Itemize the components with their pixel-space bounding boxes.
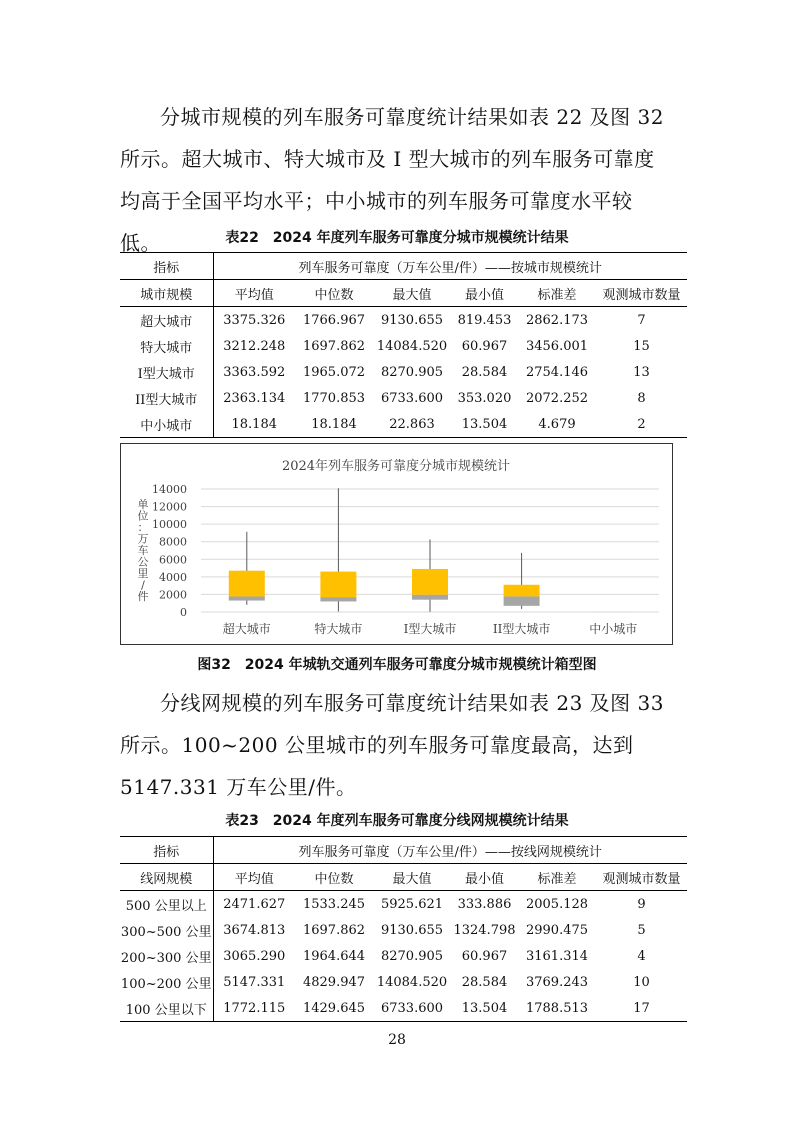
table-cell: 200~300 公里 xyxy=(120,943,213,969)
box-upper-quartile xyxy=(229,571,265,597)
table-cell: 4829.947 xyxy=(302,974,366,990)
y-axis-label-char: 公 xyxy=(137,555,149,569)
table-cell: 14084.520 xyxy=(376,338,448,354)
table-cell: 10 xyxy=(633,974,650,990)
x-category-label: 中小城市 xyxy=(589,622,638,636)
table-cell: 1788.513 xyxy=(518,995,596,1022)
boxplot-svg xyxy=(121,444,672,644)
table-cell: 3375.326 xyxy=(223,312,286,328)
table-cell: 5 xyxy=(637,922,646,938)
table-cell: 3212.248 xyxy=(223,338,286,354)
box-lower-quartile xyxy=(229,596,265,600)
table-cell: 3065.290 xyxy=(223,948,286,964)
y-tick-label: 6000 xyxy=(159,553,187,567)
table23 xyxy=(120,836,687,1022)
table-cell: 超大城市 xyxy=(120,307,213,334)
table-cell: 1964.644 xyxy=(302,948,366,964)
table23-col-header: 最小值 xyxy=(451,864,518,891)
chart-title: 2024年列车服务可靠度分城市规模统计 xyxy=(281,459,511,474)
table23-col-header: 最大值 xyxy=(373,864,451,891)
y-tick-label: 2000 xyxy=(159,588,187,602)
box-upper-quartile xyxy=(320,572,356,597)
y-axis-label-char: 件 xyxy=(137,590,149,603)
table-cell: 4.679 xyxy=(518,411,596,438)
table-cell: 100 公里以下 xyxy=(120,995,213,1022)
box-lower-quartile xyxy=(412,595,448,600)
table-cell: 3161.314 xyxy=(525,948,589,964)
table-row xyxy=(120,969,687,995)
table-row xyxy=(120,891,687,918)
paragraph-1-text: 分城市规模的列车服务可靠度统计结果如表 22 及图 32 所示。超大城市、特大城市及 I 型大城市的列车服务可靠度均高于全国平均水平；中小城市的列车服务可靠度水平较低。 xyxy=(120,105,664,255)
table-cell: 353.020 xyxy=(457,390,512,406)
box-upper-quartile xyxy=(412,569,448,595)
table-row xyxy=(120,917,687,943)
table-row xyxy=(120,385,687,411)
table22-caption: 表22 2024 年度列车服务可靠度分城市规模统计结果 xyxy=(225,230,569,246)
table-cell: 18.184 xyxy=(295,411,373,438)
table-cell: 4 xyxy=(637,948,646,964)
y-tick-label: 0 xyxy=(180,606,187,619)
table22-span-header: 列车服务可靠度（万车公里/件）——按城市规模统计 xyxy=(213,253,687,280)
table-cell: 1697.862 xyxy=(302,338,366,354)
table23-caption: 表23 2024 年度列车服务可靠度分线网规模统计结果 xyxy=(225,813,569,829)
table-cell: 2005.128 xyxy=(525,896,589,912)
table-cell: 7 xyxy=(637,312,646,328)
table-cell: 3674.813 xyxy=(223,922,286,938)
table-cell: 8 xyxy=(637,390,646,406)
y-axis-label-char: 位 xyxy=(137,509,149,523)
table-cell: 1533.245 xyxy=(302,896,366,912)
table-cell: 15 xyxy=(633,338,650,354)
table-cell: 9130.655 xyxy=(380,312,444,328)
y-tick-label: 4000 xyxy=(159,570,187,584)
table-cell: I型大城市 xyxy=(120,359,213,385)
table23-col-header: 标准差 xyxy=(518,864,596,891)
table-cell: 5147.331 xyxy=(223,974,286,990)
table-row xyxy=(120,307,687,334)
table22-row-label-header: 指标 xyxy=(120,253,213,280)
y-tick-label: 12000 xyxy=(152,500,187,514)
y-tick-label: 14000 xyxy=(152,483,187,496)
table-cell: 5925.621 xyxy=(380,896,444,912)
table-cell: 2072.252 xyxy=(525,390,589,406)
table23-col-header: 观测城市数量 xyxy=(596,864,687,891)
table-cell: 500 公里以上 xyxy=(120,891,213,918)
x-category-label: II型大城市 xyxy=(492,622,551,636)
table-cell: 2862.173 xyxy=(525,312,589,328)
table22-col-header: 标准差 xyxy=(518,280,596,307)
table22-col-header: 观测城市数量 xyxy=(596,280,687,307)
table-cell: 特大城市 xyxy=(120,333,213,359)
table22-col-header: 最小值 xyxy=(451,280,518,307)
table-cell: 1697.862 xyxy=(302,922,366,938)
table-cell: 1770.853 xyxy=(302,390,366,406)
table23-span-header: 列车服务可靠度（万车公里/件）——按线网规模统计 xyxy=(213,837,687,864)
table-cell: 1772.115 xyxy=(213,995,295,1022)
table-row xyxy=(120,359,687,385)
table-cell: 333.886 xyxy=(457,896,512,912)
table-cell: 17 xyxy=(596,995,687,1022)
y-axis-label-char: 单 xyxy=(137,498,149,511)
table23-header-row-1 xyxy=(120,837,687,864)
table-cell: 60.967 xyxy=(461,948,508,964)
table-cell: 28.584 xyxy=(461,364,508,380)
paragraph-2 xyxy=(120,682,672,808)
table-cell: 2990.475 xyxy=(525,922,589,938)
table-cell: 1965.072 xyxy=(302,364,366,380)
paragraph-2-text: 分线网规模的列车服务可靠度统计结果如表 23 及图 33 所示。100~200 公里城市的列车服务可靠度最高，达到 5147.331 万车公里/件。 xyxy=(120,691,664,799)
table23-col-header: 线网规模 xyxy=(120,864,213,891)
y-axis-label-char: / xyxy=(141,578,145,592)
y-axis-label-char: 车 xyxy=(137,544,149,557)
box-lower-quartile xyxy=(504,596,540,605)
table-cell: 1429.645 xyxy=(295,995,373,1022)
table-cell: 3769.243 xyxy=(525,974,589,990)
table-cell: 6733.600 xyxy=(373,995,451,1022)
table23-col-header: 中位数 xyxy=(295,864,373,891)
table22-col-header: 最大值 xyxy=(373,280,451,307)
table-cell: 22.863 xyxy=(373,411,451,438)
table-cell: II型大城市 xyxy=(120,385,213,411)
table-cell: 18.184 xyxy=(213,411,295,438)
y-axis-label-char: ： xyxy=(137,521,149,534)
table-cell: 2754.146 xyxy=(525,364,589,380)
table-cell: 中小城市 xyxy=(120,411,213,438)
table22 xyxy=(120,252,687,438)
table-cell: 9 xyxy=(637,896,646,912)
table-cell: 1324.798 xyxy=(453,922,516,938)
x-category-label: 超大城市 xyxy=(222,622,271,636)
table23-row-label-header: 指标 xyxy=(120,837,213,864)
table-cell: 8270.905 xyxy=(380,364,444,380)
y-axis-label-char: 里 xyxy=(137,567,149,580)
table-cell: 14084.520 xyxy=(376,974,448,990)
table-cell: 819.453 xyxy=(457,312,512,328)
figure32-chart xyxy=(120,443,673,645)
table23-col-header: 平均值 xyxy=(213,864,295,891)
table-cell: 300~500 公里 xyxy=(120,917,213,943)
box-lower-quartile xyxy=(320,597,356,601)
table-cell: 9130.655 xyxy=(380,922,444,938)
table22-col-header: 平均值 xyxy=(213,280,295,307)
table-row xyxy=(120,411,687,438)
table-cell: 1766.967 xyxy=(302,312,366,328)
table-cell: 8270.905 xyxy=(380,948,444,964)
table-cell: 13 xyxy=(633,364,650,380)
table-row xyxy=(120,995,687,1022)
table-cell: 6733.600 xyxy=(380,390,444,406)
table-cell: 13.504 xyxy=(451,995,518,1022)
table-row xyxy=(120,943,687,969)
y-axis-label-char: 万 xyxy=(137,532,149,546)
table-row xyxy=(120,333,687,359)
x-category-label: I型大城市 xyxy=(403,622,457,636)
table-cell: 28.584 xyxy=(461,974,508,990)
table22-header-row-1 xyxy=(120,253,687,280)
table-cell: 2 xyxy=(596,411,687,438)
table-cell: 2471.627 xyxy=(223,896,286,912)
table-cell: 60.967 xyxy=(461,338,508,354)
table-cell: 13.504 xyxy=(451,411,518,438)
table-cell: 100~200 公里 xyxy=(120,969,213,995)
table23-header-row-2 xyxy=(120,864,687,891)
table-cell: 3363.592 xyxy=(223,364,286,380)
table-cell: 2363.134 xyxy=(223,390,286,406)
table22-col-header: 城市规模 xyxy=(120,280,213,307)
x-category-label: 特大城市 xyxy=(314,622,363,636)
y-tick-label: 8000 xyxy=(159,535,187,549)
y-tick-label: 10000 xyxy=(152,518,187,532)
page-number: 28 xyxy=(388,1032,406,1048)
table22-header-row-2 xyxy=(120,280,687,307)
table-cell: 3456.001 xyxy=(525,338,589,354)
box-upper-quartile xyxy=(504,585,540,597)
table22-col-header: 中位数 xyxy=(295,280,373,307)
figure32-caption: 图32 2024 年城轨交通列车服务可靠度分城市规模统计箱型图 xyxy=(197,657,597,673)
